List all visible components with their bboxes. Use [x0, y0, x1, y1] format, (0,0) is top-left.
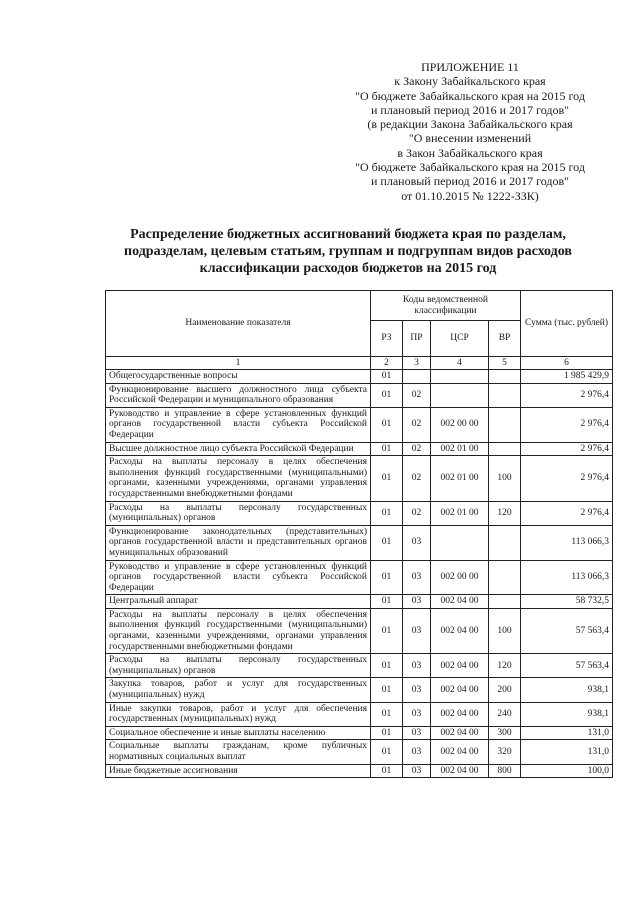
row-name: Руководство и управление в сфере установленных функций органов государственной власти субъекта Российской Федерации: [106, 407, 371, 442]
row-vr: 200: [489, 678, 521, 702]
column-number: 4: [431, 357, 489, 370]
row-name: Расходы на выплаты персоналу в целях обеспечения выполнения функций государственными (муниципальными) органами, казенными учреждениями, органами управления государственными внебюджетными фондами: [106, 608, 371, 653]
row-name: Руководство и управление в сфере установленных функций органов государственной власти субъекта Российской Федерации: [106, 560, 371, 595]
appendix-line: к Закону Забайкальского края: [394, 74, 546, 89]
document-title: [108, 226, 588, 277]
appendix-line: "О бюджете Забайкальского края на 2015 год: [355, 160, 585, 175]
row-csr: 002 01 00: [431, 442, 489, 456]
row-vr: [489, 407, 521, 442]
row-csr: 002 04 00: [431, 654, 489, 678]
row-csr: 002 04 00: [431, 608, 489, 653]
row-name: Социальные выплаты гражданам, кроме публичных нормативных социальных выплат: [106, 740, 371, 764]
row-sum: 100,0: [521, 764, 613, 778]
row-csr: 002 04 00: [431, 702, 489, 726]
appendix-line: "О внесении изменений: [408, 131, 532, 146]
row-pr: 02: [403, 383, 431, 407]
appendix-line: и плановый период 2016 и 2017 годов": [370, 102, 570, 117]
column-numbers-row: [106, 357, 613, 370]
row-vr: [489, 370, 521, 384]
row-pr: 03: [403, 764, 431, 778]
header-vr: ВР: [489, 321, 521, 357]
header-csr: ЦСР: [431, 321, 489, 357]
header-sum: Сумма (тыс. рублей): [521, 291, 613, 357]
row-rz: 01: [371, 407, 403, 442]
row-sum: 131,0: [521, 726, 613, 740]
row-vr: 240: [489, 702, 521, 726]
row-rz: 01: [371, 525, 403, 560]
header-name: Наименование показателя: [106, 291, 371, 357]
table-row: [106, 608, 613, 653]
row-sum: 1 985 429,9: [521, 370, 613, 384]
row-vr: 120: [489, 501, 521, 525]
row-vr: [489, 383, 521, 407]
row-csr: 002 04 00: [431, 740, 489, 764]
row-pr: 03: [403, 726, 431, 740]
row-pr: 03: [403, 678, 431, 702]
appendix-line: от 01.10.2015 № 1222-ЗЗК): [401, 188, 539, 203]
row-name: Социальное обеспечение и иные выплаты населению: [106, 726, 371, 740]
row-sum: 2 976,4: [521, 442, 613, 456]
row-pr: 02: [403, 442, 431, 456]
row-vr: 320: [489, 740, 521, 764]
column-number: 5: [489, 357, 521, 370]
row-csr: 002 01 00: [431, 456, 489, 501]
row-rz: 01: [371, 595, 403, 609]
row-sum: 57 563,4: [521, 654, 613, 678]
table-row: [106, 764, 613, 778]
row-sum: 113 066,3: [521, 525, 613, 560]
row-name: Иные бюджетные ассигнования: [106, 764, 371, 778]
row-name: Общегосударственные вопросы: [106, 370, 371, 384]
column-number: 3: [403, 357, 431, 370]
row-rz: 01: [371, 764, 403, 778]
row-pr: 02: [403, 501, 431, 525]
table-row: [106, 456, 613, 501]
table-row: [106, 595, 613, 609]
title-line: Распределение бюджетных ассигнований бюджета края по разделам,: [130, 227, 566, 242]
appendix-header: [330, 60, 610, 203]
row-rz: 01: [371, 678, 403, 702]
row-rz: 01: [371, 370, 403, 384]
table-row: [106, 370, 613, 384]
row-csr: [431, 370, 489, 384]
row-vr: 800: [489, 764, 521, 778]
row-vr: 120: [489, 654, 521, 678]
row-rz: 01: [371, 383, 403, 407]
table-row: [106, 654, 613, 678]
row-name: Расходы на выплаты персоналу государственных (муниципальных) органов: [106, 654, 371, 678]
row-sum: 938,1: [521, 678, 613, 702]
row-vr: [489, 595, 521, 609]
row-vr: 100: [489, 608, 521, 653]
row-pr: 02: [403, 407, 431, 442]
row-pr: 03: [403, 525, 431, 560]
row-rz: 01: [371, 726, 403, 740]
row-rz: 01: [371, 456, 403, 501]
row-rz: 01: [371, 442, 403, 456]
row-rz: 01: [371, 608, 403, 653]
row-sum: 2 976,4: [521, 456, 613, 501]
row-csr: 002 04 00: [431, 678, 489, 702]
row-csr: 002 01 00: [431, 501, 489, 525]
budget-table: [105, 290, 613, 778]
row-csr: 002 00 00: [431, 407, 489, 442]
row-rz: 01: [371, 501, 403, 525]
row-vr: 100: [489, 456, 521, 501]
row-csr: [431, 383, 489, 407]
column-number: 2: [371, 357, 403, 370]
row-vr: [489, 560, 521, 595]
row-sum: 938,1: [521, 702, 613, 726]
row-pr: 02: [403, 456, 431, 501]
row-name: Функционирование законодательных (представительных) органов государственной власти и представительных органов муниципальных образований: [106, 525, 371, 560]
title-line: подразделам, целевым статьям, группам и подгруппам видов расходов: [124, 244, 572, 259]
title-line: классификации расходов бюджетов на 2015 год: [199, 261, 497, 276]
row-name: Закупка товаров, работ и услуг для государственных (муниципальных) нужд: [106, 678, 371, 702]
row-rz: 01: [371, 740, 403, 764]
appendix-line: ПРИЛОЖЕНИЕ 11: [421, 60, 519, 74]
row-name: Центральный аппарат: [106, 595, 371, 609]
table-row: [106, 407, 613, 442]
table-row: [106, 726, 613, 740]
row-name: Расходы на выплаты персоналу государственных (муниципальных) органов: [106, 501, 371, 525]
row-vr: 300: [489, 726, 521, 740]
table-row: [106, 501, 613, 525]
row-rz: 01: [371, 560, 403, 595]
row-csr: [431, 525, 489, 560]
table-row: [106, 442, 613, 456]
header-rz: РЗ: [371, 321, 403, 357]
appendix-line: "О бюджете Забайкальского края на 2015 год: [355, 88, 585, 103]
row-vr: [489, 442, 521, 456]
table-row: [106, 740, 613, 764]
table-row: [106, 383, 613, 407]
row-name: Высшее должностное лицо субъекта Российской Федерации: [106, 442, 371, 456]
table-row: [106, 678, 613, 702]
column-number: 1: [106, 357, 371, 370]
row-vr: [489, 525, 521, 560]
table-row: [106, 560, 613, 595]
row-csr: 002 04 00: [431, 764, 489, 778]
row-name: Расходы на выплаты персоналу в целях обеспечения выполнения функций государственными (муниципальными) органами, казенными учреждениями, органами управления государственными внебюджетными фондами: [106, 456, 371, 501]
header-pr: ПР: [403, 321, 431, 357]
row-sum: 2 976,4: [521, 407, 613, 442]
header-codes: Коды ведомственной классификации: [371, 291, 521, 321]
table-row: [106, 525, 613, 560]
row-csr: 002 00 00: [431, 560, 489, 595]
row-pr: 03: [403, 608, 431, 653]
appendix-line: (в редакции Закона Забайкальского края: [367, 117, 573, 132]
row-rz: 01: [371, 654, 403, 678]
row-sum: 2 976,4: [521, 383, 613, 407]
row-sum: 113 066,3: [521, 560, 613, 595]
row-pr: 03: [403, 740, 431, 764]
table-row: [106, 702, 613, 726]
row-name: Иные закупки товаров, работ и услуг для обеспечения государственных (муниципальных) нужд: [106, 702, 371, 726]
row-sum: 131,0: [521, 740, 613, 764]
appendix-line: в Закон Забайкальского края: [397, 145, 543, 160]
row-csr: 002 04 00: [431, 726, 489, 740]
row-pr: 03: [403, 595, 431, 609]
row-rz: 01: [371, 702, 403, 726]
row-pr: 03: [403, 702, 431, 726]
row-name: Функционирование высшего должностного лица субъекта Российской Федерации и муниципального образования: [106, 383, 371, 407]
row-pr: 03: [403, 560, 431, 595]
appendix-line: и плановый период 2016 и 2017 годов": [370, 174, 570, 189]
row-sum: 58 732,5: [521, 595, 613, 609]
row-pr: 03: [403, 654, 431, 678]
row-sum: 57 563,4: [521, 608, 613, 653]
row-csr: 002 04 00: [431, 595, 489, 609]
row-pr: [403, 370, 431, 384]
column-number: 6: [521, 357, 613, 370]
row-sum: 2 976,4: [521, 501, 613, 525]
